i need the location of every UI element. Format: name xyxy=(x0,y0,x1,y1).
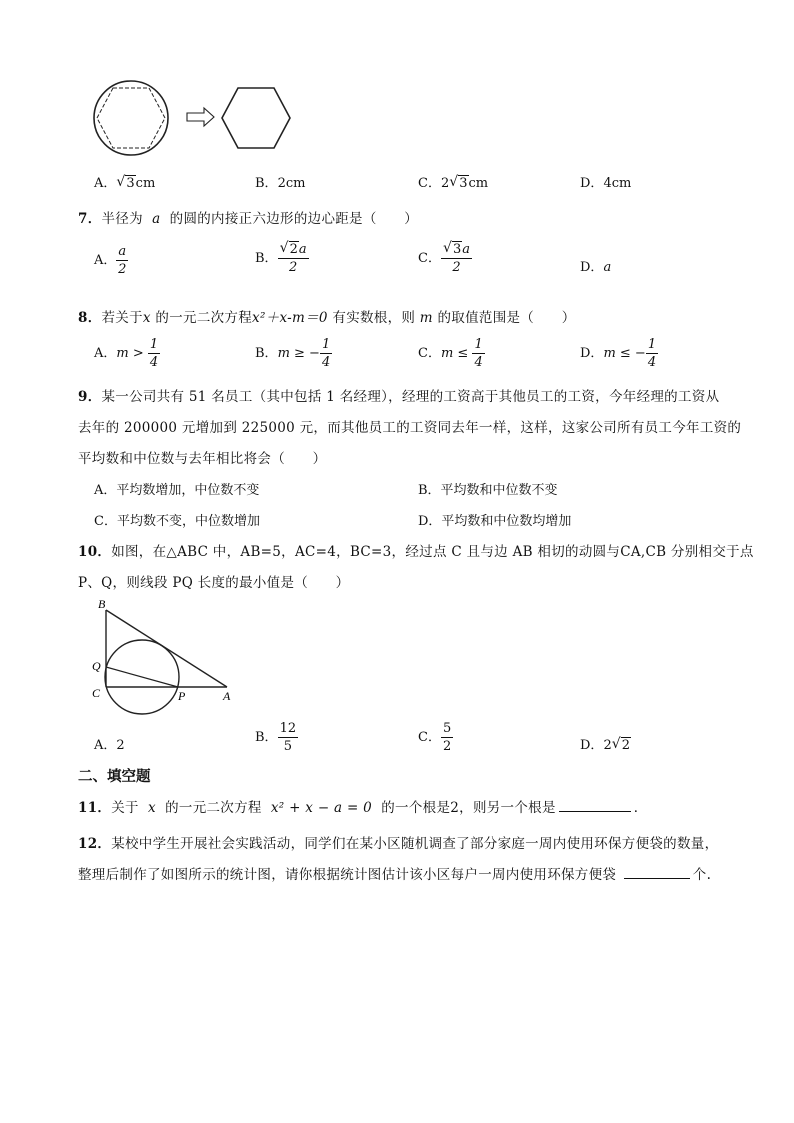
q12-answer-blank[interactable] xyxy=(624,878,690,879)
q7-option-c: C． √ $\frac{3a}{2}$ xyxy=(418,243,472,274)
q12-stem-line2: 整理后制作了如图所示的统计图，请你根据统计图估计该小区每户一周内使用环保方便袋 个. xyxy=(78,867,712,883)
q10-stem-line2: P、Q，则线段 PQ 长度的最小值是（ ） xyxy=(78,575,350,591)
q7-option-a: A． $\frac{a}{2}$ xyxy=(94,244,127,277)
q8-option-a: A．m > $\frac{1}{4}$ xyxy=(94,337,159,370)
q7-option-b: B． √ $\frac{2a}{2}$ xyxy=(255,243,309,274)
q10-option-b: B． $\frac{12}{5}$ xyxy=(255,721,297,754)
q10-label-p: P xyxy=(178,689,186,703)
q10-label-c: C xyxy=(92,686,101,700)
q6-option-a: A．√ 3cm xyxy=(94,172,155,191)
q8-stem: 8．若关于x 的一元二次方程x²＋x-m＝0 有实数根，则 m 的取值范围是（ ） xyxy=(78,310,576,326)
q8-option-b: B．m ≥ − $\frac{1}{4}$ xyxy=(255,337,331,370)
q10-option-d: D．2√ 2 xyxy=(580,734,631,753)
q9-stem-line3: 平均数和中位数与去年相比将会（ ） xyxy=(78,451,327,467)
q6-hexagon xyxy=(222,88,290,148)
q10-figure xyxy=(88,595,248,720)
q11-stem: 11．关于 x 的一元二次方程 x² + x − a = 0 的一个根是2，则另一个根是 ． xyxy=(78,800,648,816)
q9-option-b: B．平均数和中位数不变 xyxy=(418,483,558,498)
q10-label-q: Q xyxy=(92,659,101,673)
q9-option-c: C．平均数不变，中位数增加 xyxy=(94,514,260,529)
q9-stem-line2: 去年的 200000 元增加到 225000 元，而其他员工的工资同去年一样，这样，这家公司所有员工今年工资的 xyxy=(78,420,742,436)
q9-option-d: D．平均数和中位数均增加 xyxy=(418,514,572,529)
q6-inscribed-hexagon xyxy=(97,88,165,148)
q8-option-d: D．m ≤ − $\frac{1}{4}$ xyxy=(580,337,657,370)
q10-segment-pq xyxy=(106,667,178,687)
q7-stem: 7．半径为 a 的圆的内接正六边形的边心距是（ ） xyxy=(78,211,419,227)
q9-stem-line1: 9．某一公司共有 51 名员工（其中包括 1 名经理），经理的工资高于其他员工的工资，今年经理的工资从 xyxy=(78,389,720,405)
q10-label-b: B xyxy=(98,597,106,611)
q10-option-a: A．2 xyxy=(94,738,125,753)
q12-stem-line1: 12．某校中学生开展社会实践活动，同学们在某小区随机调查了部分家庭一周内使用环保方便袋的数量， xyxy=(78,836,719,852)
q6-arrow-icon xyxy=(187,108,214,126)
q6-figure xyxy=(92,80,297,160)
q11-answer-blank[interactable] xyxy=(559,811,631,812)
q8-option-c: C．m ≤ $\frac{1}{4}$ xyxy=(418,337,483,370)
q10-label-a: A xyxy=(223,689,231,703)
q7-option-d: D．a xyxy=(580,260,612,275)
q10-option-c: C． $\frac{5}{2}$ xyxy=(418,721,452,754)
q6-option-d: D．4cm xyxy=(580,176,632,191)
section-title-fill-in: 二、填空题 xyxy=(78,769,151,785)
q6-circle xyxy=(94,81,168,155)
q9-option-a: A．平均数增加，中位数不变 xyxy=(94,483,260,498)
q6-option-c: C．2√ 3cm xyxy=(418,172,488,191)
q6-option-b: B．2cm xyxy=(255,176,306,191)
q10-stem-line1: 10．如图，在△ABC 中，AB=5，AC=4，BC=3，经过点 C 且与边 AB 相切的动圆与CA,CB 分别相交于点 xyxy=(78,544,754,560)
